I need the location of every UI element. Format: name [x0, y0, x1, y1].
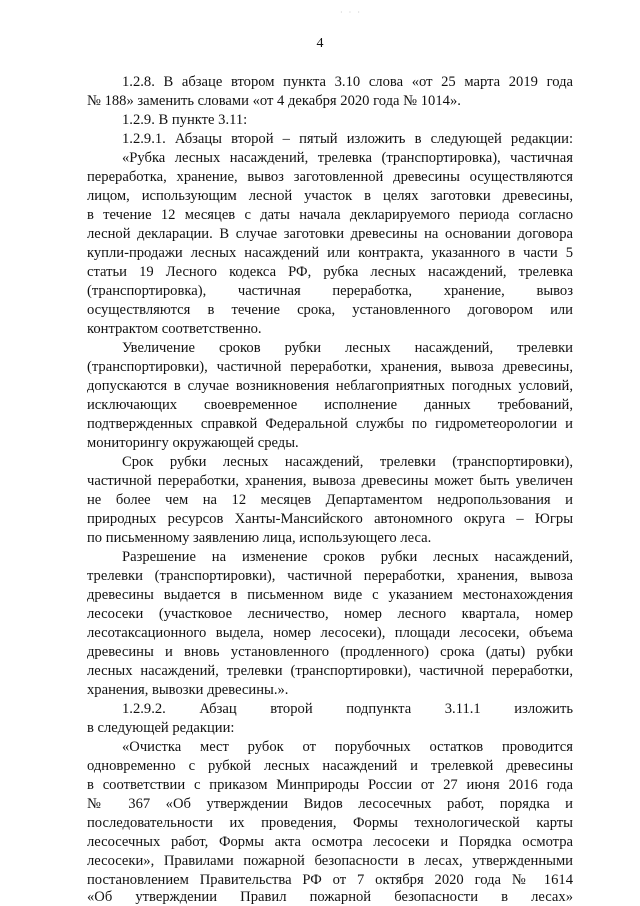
text-line: лицом, использующим лесной участок в целях заготовки древесины,	[87, 188, 573, 204]
text-line: хранения, вывозки древесины.».	[87, 682, 289, 698]
text-line: частичной переработки, хранения, вывоза древесины может быть увеличен	[87, 473, 573, 489]
text-line: в следующей редакции:	[87, 720, 235, 736]
text-line: не более чем на 12 месяцев Департаментом недропользования и	[87, 492, 573, 508]
text-line: лесосеки (участковое лесничество, номер лесного квартала, номер	[87, 606, 573, 622]
text-line: подтвержденных справкой Федеральной службы по гидрометеорологии и	[87, 416, 573, 432]
text-line: «Очистка мест рубок от порубочных остатков проводится	[122, 739, 573, 755]
text-line: Срок рубки лесных насаждений, трелевки (транспортировки),	[122, 454, 573, 470]
text-line: мониторингу окружающей среды.	[87, 435, 299, 451]
text-line: (транспортировка), частичная переработка, хранение, вывоз	[87, 283, 573, 299]
text-line: исключающих своевременное исполнение данных требований,	[87, 397, 573, 413]
text-line: № 367 «Об утверждении Видов лесосечных работ, порядка и	[87, 796, 573, 812]
text-line: осуществляются в течение срока, установленного договором или	[87, 302, 573, 318]
text-line: «Рубка лесных насаждений, трелевка (транспортировка), частичная	[122, 150, 573, 166]
text-line: 1.2.9.1. Абзацы второй – пятый изложить в следующей редакции:	[122, 131, 573, 147]
scan-artifact: · · ·	[340, 8, 362, 17]
text-line: 1.2.9.2. Абзац второй подпункта 3.11.1 изложить	[122, 701, 573, 717]
text-line: по письменному заявлению лица, использующего леса.	[87, 530, 432, 546]
text-line: Разрешение на изменение сроков рубки лесных насаждений,	[122, 549, 573, 565]
text-line: лесных насаждений, трелевки (транспортировки), частичной переработки,	[87, 663, 573, 679]
text-line: переработка, хранение, вывоз заготовленной древесины осуществляются	[87, 169, 573, 185]
text-line: № 188» заменить словами «от 4 декабря 2020 года № 1014».	[87, 93, 461, 109]
text-line: лесосечных работ, Формы акта осмотра лесосеки и Порядка осмотра	[87, 834, 573, 850]
page-number: 4	[316, 36, 324, 51]
text-line: статьи 19 Лесного кодекса РФ, рубка лесных насаждений, трелевка	[87, 264, 573, 280]
text-line: в соответствии с приказом Минприроды России от 27 июня 2016 года	[87, 777, 573, 793]
text-line: контрактом соответственно.	[87, 321, 262, 337]
text-line: лесотаксационного выдела, номер лесосеки), площади лесосеки, объема	[87, 625, 573, 641]
text-line: лесосеки», Правилами пожарной безопасности в лесах, утвержденными	[87, 853, 573, 869]
text-line: природных ресурсов Ханты-Мансийского автономного округа – Югры	[87, 511, 573, 527]
text-line: 1.2.9. В пункте 3.11:	[122, 112, 248, 128]
text-line: трелевки (транспортировки), частичной переработки, хранения, вывоза	[87, 568, 573, 584]
text-line: купли-продажи лесных насаждений или контракта, указанного в части 5	[87, 245, 573, 261]
text-line: 1.2.8. В абзаце втором пункта 3.10 слова «от 25 марта 2019 года	[122, 74, 573, 90]
text-line: допускаются в случае возникновения неблагоприятных погодных условий,	[87, 378, 573, 394]
text-line: древесины и вновь установленного (продленного) срока (даты) рубки	[87, 644, 573, 660]
text-line: древесины выдается в письменном виде с указанием местонахождения	[87, 587, 573, 603]
text-line: (транспортировки), частичной переработки, хранения, вывоза древесины,	[87, 359, 573, 375]
text-line: лесной декларации. В случае заготовки древесины на основании договора	[87, 226, 573, 242]
text-line: «Об утверждении Правил пожарной безопасности в лесах»	[87, 889, 573, 905]
text-line: Увеличение сроков рубки лесных насаждений, трелевки	[122, 340, 573, 356]
text-line: одновременно с рубкой лесных насаждений и трелевкой древесины	[87, 758, 573, 774]
text-line: в течение 12 месяцев с даты начала декларируемого периода согласно	[87, 207, 573, 223]
text-line: постановлением Правительства РФ от 7 октября 2020 года № 1614	[87, 872, 573, 888]
text-line: последовательности их проведения, Формы технологической карты	[87, 815, 573, 831]
